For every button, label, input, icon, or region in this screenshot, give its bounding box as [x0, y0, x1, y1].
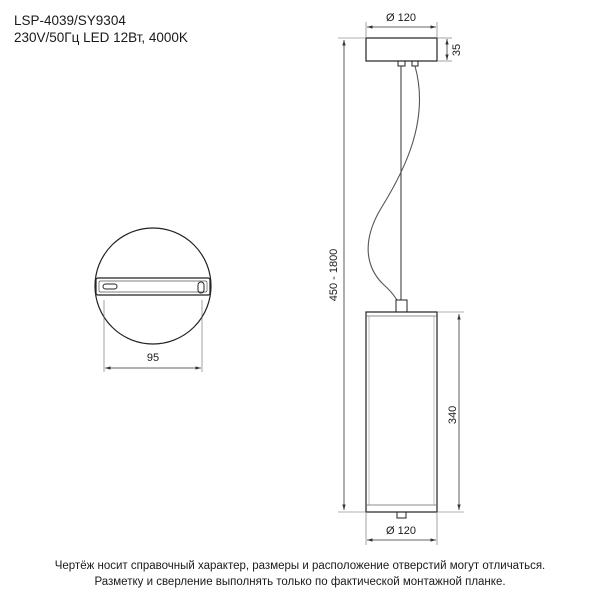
mounting-slot-left	[103, 284, 117, 289]
specs-line: 230V/50Гц LED 12Вт, 4000K	[14, 30, 188, 45]
bottom-cap	[397, 512, 406, 518]
mounting-plate-view	[95, 228, 211, 372]
total-height-label: 450 - 1800	[328, 248, 340, 302]
canopy-height-label: 35	[451, 43, 463, 57]
lamp-shade	[366, 312, 437, 512]
mounting-bar	[96, 278, 210, 295]
model-title: LSP-4039/SY9304	[14, 13, 126, 28]
plate-length-label: 95	[146, 352, 160, 364]
pendant-side-view	[328, 12, 464, 545]
shade-diameter-label: Ø 120	[386, 525, 416, 537]
canopy	[366, 38, 437, 61]
footer-note-line2: Разметку и сверление выполнять только по фактической монтажной планке.	[94, 576, 506, 588]
canopy-circle-outline	[95, 228, 211, 344]
cable-holder	[396, 300, 407, 312]
footer-note-line1: Чертёж носит справочный характер, размеры и расположение отверстий могут отличаться.	[54, 560, 546, 572]
mounting-slot-right	[198, 282, 204, 293]
canopy-diameter-label: Ø 120	[386, 12, 416, 24]
shade-height-label: 340	[447, 405, 459, 425]
power-wire	[368, 66, 419, 300]
